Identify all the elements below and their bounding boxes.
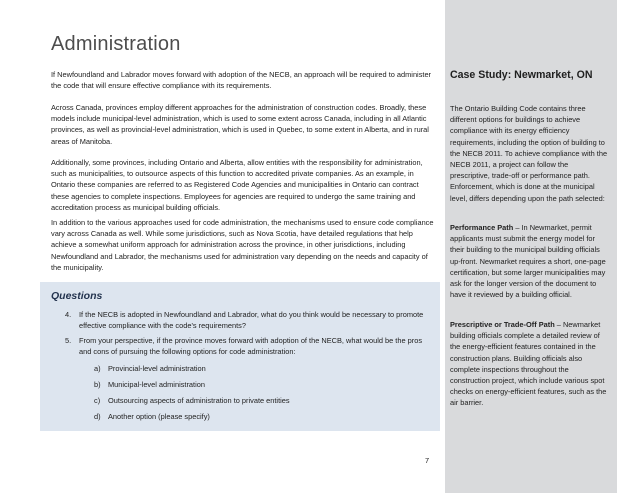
performance-path-paragraph [450, 222, 610, 300]
page-margin [617, 0, 638, 493]
option-c [94, 395, 290, 406]
case-study-title: Case Study: Newmarket, ON [450, 69, 593, 81]
option-letter: b) [94, 380, 101, 389]
question-number: 4. [65, 310, 72, 319]
question-number: 5. [65, 336, 72, 345]
option-b [94, 379, 205, 390]
questions-box [40, 282, 440, 431]
option-text: Outsourcing aspects of administration to private entities [108, 396, 290, 405]
body-paragraph-2: Across Canada, provinces employ different approaches for the administration of construction codes. Broadly, these models include municipal-level administration, which is used to some extent across Canada, including in all Atlantic provinces, as well as provincial-level administration, which is used in Quebec, to some extent in Alberta, and in rural areas of Manitoba. [51, 103, 429, 146]
case-study-sidebar [445, 0, 617, 493]
option-text: Municipal-level administration [108, 380, 205, 389]
performance-path-text: – In Newmarket, permit applicants must submit the energy model for their building to the municipal building officials up-front. Newmarket requires a short, one-page certification, but some larger municipalities may ask for the longer version of the document to have it reviewed by a building official. [450, 223, 606, 300]
question-text: From your perspective, if the province moves forward with adoption of the NECB, what would be the pros and cons of pursuing the following options for code administration: [79, 336, 423, 357]
option-d [94, 411, 210, 422]
body-paragraph-1: If Newfoundland and Labrador moves forward with adoption of the NECB, an approach will be required to administer the code that will ensure effective compliance with its requirements. [51, 70, 432, 91]
question-text: If the NECB is adopted in Newfoundland and Labrador, what do you think would be necessary to promote effective compliance with the code’s requirements? [79, 310, 424, 331]
question-item-4 [65, 309, 430, 332]
option-text: Another option (please specify) [108, 412, 210, 421]
page-title: Administration [51, 33, 181, 55]
questions-title: Questions [51, 290, 103, 302]
prescriptive-path-text: – Newmarket building officials complete a detailed review of the energy-efficient features contained in the construction plans. Building officials also complete inspections throughout the construction project, which include various spot checks on energy-efficient features, such as the air barrier. [450, 320, 607, 408]
option-text: Provincial-level administration [108, 364, 206, 373]
prescriptive-path-paragraph [450, 319, 610, 409]
body-paragraph-3: Additionally, some provinces, including Ontario and Alberta, allow entities with the responsibility for administration, such as municipalities, to outsource aspects of this function to accredited private companies. As an example, in Ontario these companies are referred to as Registered Code Agencies and municipalities in Ontario can contract these agencies to complete inspections. Employees for agencies are required to undergo the same training and accreditation process as municipal building officials. [51, 158, 423, 212]
option-letter: d) [94, 412, 101, 421]
page-number: 7 [425, 456, 430, 465]
prescriptive-path-label: Prescriptive or Trade-Off Path [450, 320, 555, 329]
option-letter: c) [94, 396, 101, 405]
body-paragraph-4: In addition to the various approaches used for code administration, the mechanisms used to ensure code compliance vary across Canada as well. While some jurisdictions, such as Nova Scotia, have detailed regulations that help achieve a somewhat uniform approach for administration across the province, in other jurisdictions, including Newfoundland and Labrador, the mechanisms used for administration vary depending on the needs and capacity of the municipality. [51, 218, 434, 272]
performance-path-label: Performance Path [450, 223, 514, 232]
option-letter: a) [94, 364, 101, 373]
case-study-intro: The Ontario Building Code contains three different options for buildings to achieve compliance with its energy efficiency requirements, including the option of building to the NECB 2011. To achieve compliance with the NECB 2011, a project can follow the prescriptive, trade-off or performance path. Enforcement, which is done at the municipal level, differs depending upon the path selected: [450, 104, 608, 203]
option-a [94, 363, 206, 374]
question-item-5 [65, 335, 430, 358]
